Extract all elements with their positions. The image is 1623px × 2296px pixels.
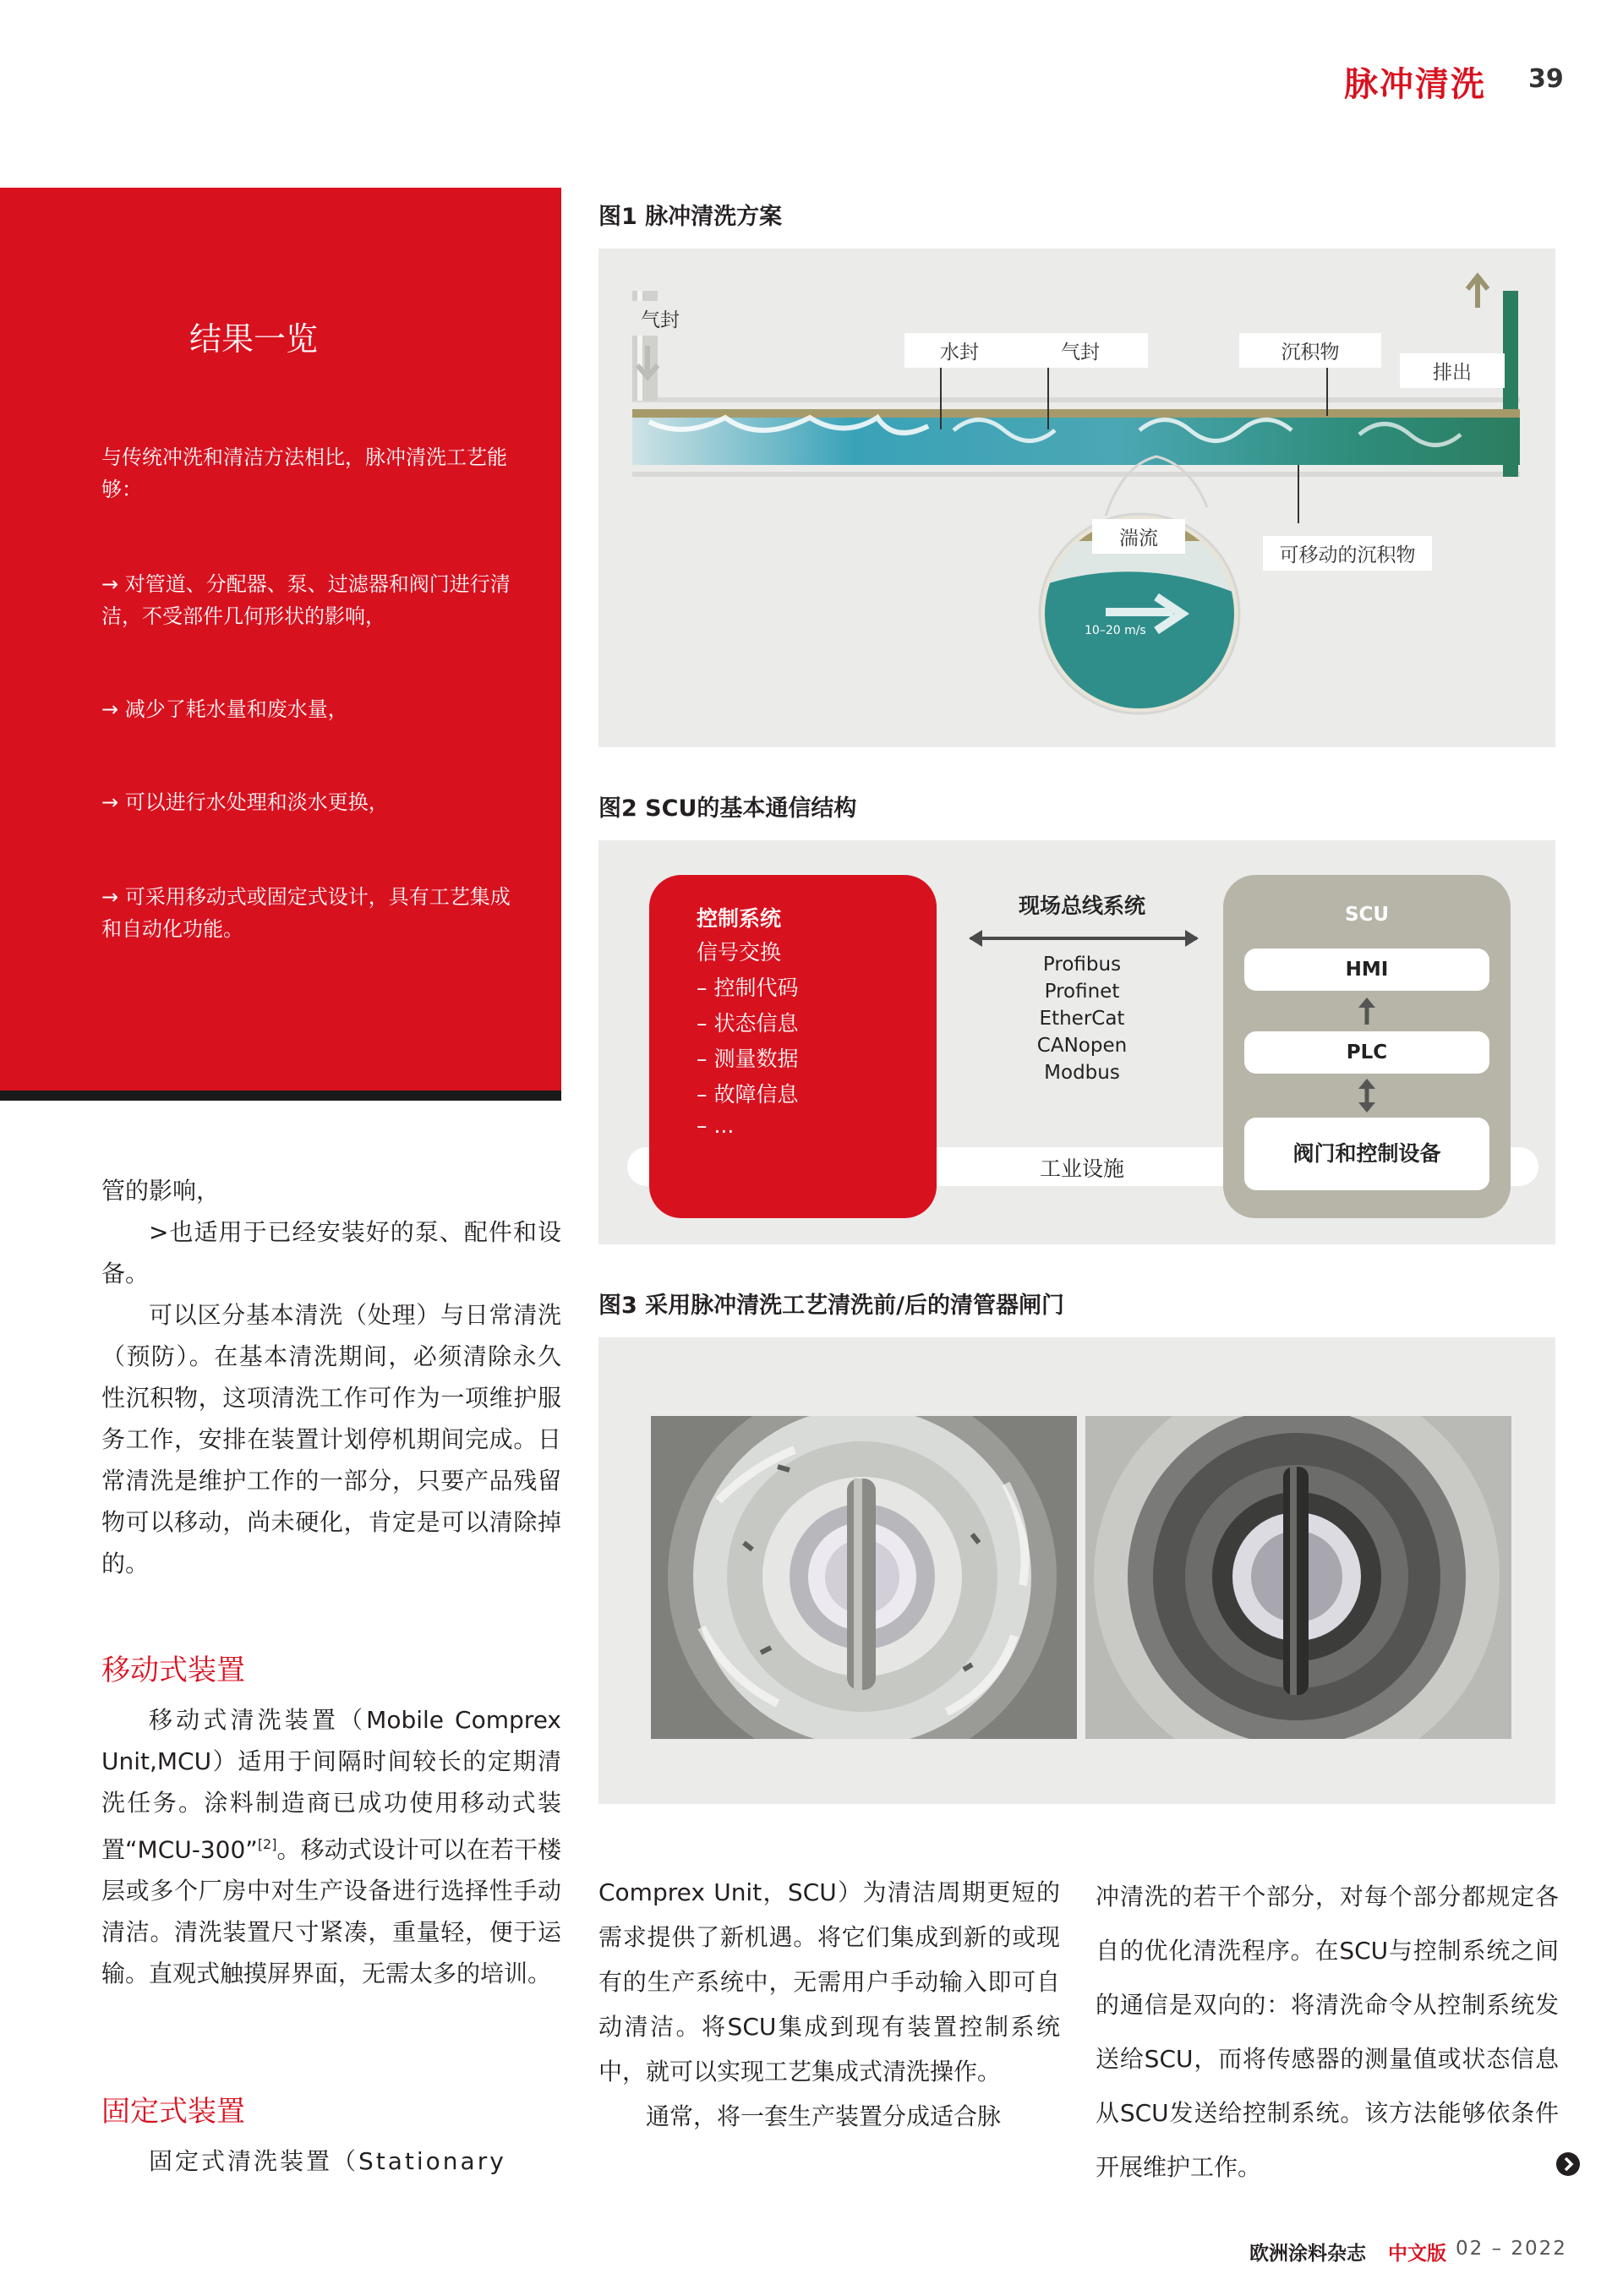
body-paragraph: Comprex Unit，SCU）为清洁周期更短的需求提供了新机遇。将它们集成到新的或现有的生产系统中，无需用户手动输入即可自动清洁。将SCU集成到现有装置控制系统中，就可以实现工艺集成式清洗操作。 xyxy=(598,1878,1060,2086)
sidebar-item: → 可采用移动式或固定式设计，具有工艺集成和自动化功能。 xyxy=(101,885,511,941)
label-movable-deposit: 可移动的沉积物 xyxy=(1263,536,1432,571)
chevron-right-circle-icon[interactable] xyxy=(1555,2151,1581,2177)
hmi-block: HMI xyxy=(1244,948,1489,991)
body-paragraph: 固定式清洗装置（Stationary xyxy=(149,2147,506,2175)
pig-valve-before-image xyxy=(651,1416,1077,1739)
reference-marker: [2] xyxy=(257,1836,277,1852)
subheading-mobile: 移动式装置 xyxy=(101,1654,245,1687)
figure-3-caption: 图3 采用脉冲清洗工艺清洗前/后的清管器闸门 xyxy=(598,1293,1065,1319)
body-paragraph: 通常，将一套生产装置分成适合脉 xyxy=(646,2102,1002,2130)
page-number: 39 xyxy=(1528,64,1564,94)
sidebar-item: → 可以进行水处理和淡水更换， xyxy=(101,790,389,814)
summary-sidebar xyxy=(0,188,561,1101)
label-flow-speed: 10–20 m/s xyxy=(1085,624,1146,637)
pulse-cleaning-diagram xyxy=(598,249,1555,747)
control-line: – ... xyxy=(697,1113,735,1138)
body-paragraph: 管的影响， xyxy=(101,1177,221,1205)
protocol-item: Modbus xyxy=(1044,1062,1120,1084)
label-air-seal: 气封 xyxy=(1013,333,1148,368)
figure-1-panel xyxy=(598,249,1555,747)
protocol-item: EtherCat xyxy=(1039,1008,1125,1030)
control-line: – 状态信息 xyxy=(697,1011,799,1036)
sidebar-intro: 与传统冲洗和清洁方法相比，脉冲清洗工艺能够： xyxy=(101,446,507,501)
double-arrow-icon xyxy=(965,928,1202,948)
sidebar-item: → 减少了耗水量和废水量， xyxy=(101,697,348,721)
valves-block: 阀门和控制设备 xyxy=(1244,1118,1489,1190)
section-title: 脉冲清洗 xyxy=(1344,65,1486,104)
sidebar-bottom-rule xyxy=(0,1091,561,1101)
plc-block: PLC xyxy=(1244,1031,1489,1074)
infrastructure-label: 工业设施 xyxy=(1039,1156,1124,1181)
figure-1-caption: 图1 脉冲清洗方案 xyxy=(598,204,783,230)
photo-after-cleaning xyxy=(1085,1416,1511,1739)
arrow-up-icon xyxy=(1357,996,1377,1026)
control-line: – 测量数据 xyxy=(697,1047,799,1071)
body-paragraph: 可以区分基本清洗（处理）与日常清洗（预防）。在基本清洗期间，必须清除永久性沉积物，这项清洗工作可作为一项维护服务工作，安排在装置计划停机期间完成。日常清洗是维护工作的一部分，只要产品残留物可以移动，尚未硬化，肯定是可以清除掉的。 xyxy=(101,1301,561,1577)
subheading-fixed: 固定式装置 xyxy=(101,2095,245,2129)
protocol-item: Profinet xyxy=(1044,981,1120,1003)
body-paragraph: 移动式清洗装置（Mobile Comprex Unit,MCU）适用于间隔时间较长的定期清洗任务。涂料制造商已成功使用移动式装置“MCU-300”[2]。移动式设计可以在若干楼层或多个厂房中对生产设备进行选择性手动清洁。清洗装置尺寸紧凑，重量轻，便于运输。直观式触摸屏界面，无需太多的培训。 xyxy=(101,1706,561,1988)
arrow-updown-icon xyxy=(1357,1079,1377,1112)
label-deposit: 沉积物 xyxy=(1239,333,1381,368)
protocol-item: CANopen xyxy=(1036,1035,1128,1057)
sidebar-item: → 对管道、分配器、泵、过滤器和阀门进行清洁，不受部件几何形状的影响， xyxy=(101,572,511,628)
protocol-item: Profibus xyxy=(1042,954,1122,976)
label-discharge: 排出 xyxy=(1400,353,1505,388)
control-line: – 控制代码 xyxy=(697,976,799,1000)
label-water-seal: 水封 xyxy=(904,333,1014,368)
label-turbulence: 湍流 xyxy=(1092,519,1185,554)
control-line: – 故障信息 xyxy=(697,1082,799,1107)
sidebar-title: 结果一览 xyxy=(189,320,318,358)
label-air-seal-inlet: 气封 xyxy=(632,301,688,336)
control-system-title: 控制系统 xyxy=(697,906,782,931)
figure-2-caption: 图2 SCU的基本通信结构 xyxy=(598,795,857,822)
footer-publication: 欧洲涂料杂志 xyxy=(1249,2243,1366,2265)
pig-valve-after-image xyxy=(1085,1416,1511,1739)
body-paragraph: 冲清洗的若干个部分，对每个部分都规定各自的优化清洗程序。在SCU与控制系统之间的通信是双向的：将清洗命令从控制系统发送给SCU，而将传感器的测量值或状态信息从SCU发送给控制系统。该方法能够依条件开展维护工作。 xyxy=(1096,1883,1559,2181)
footer-issue: 02 – 2022 xyxy=(1456,2238,1567,2260)
footer-edition: 中文版 xyxy=(1388,2243,1446,2265)
scu-title: SCU xyxy=(1344,904,1390,926)
body-paragraph: >也适用于已经安装好的泵、配件和设备。 xyxy=(101,1218,561,1287)
control-system-box xyxy=(649,875,937,1218)
control-line: 信号交换 xyxy=(697,940,782,965)
photo-before-cleaning xyxy=(651,1416,1077,1739)
fieldbus-title: 现场总线系统 xyxy=(1018,894,1145,918)
